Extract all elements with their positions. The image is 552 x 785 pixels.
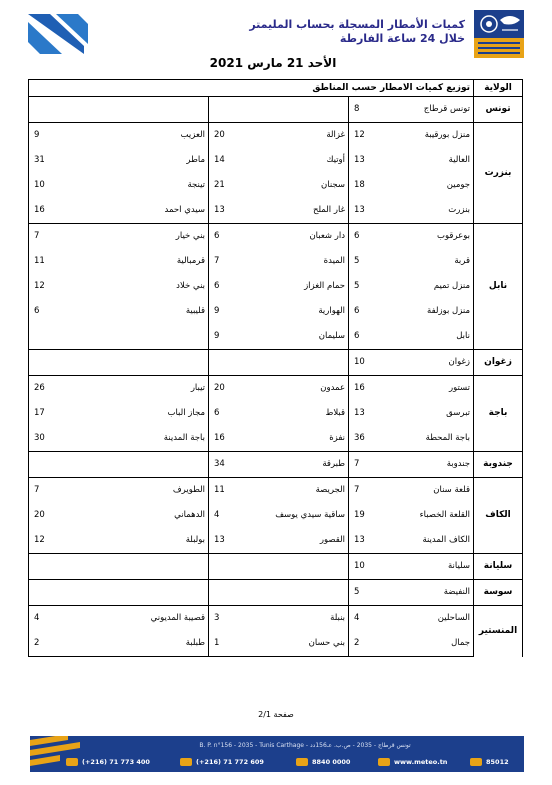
governorate-cell: بنزرت	[474, 123, 523, 224]
institute-logo	[474, 10, 524, 58]
table-row	[29, 173, 523, 198]
rainfall-value: 1	[214, 638, 220, 648]
station-name: مجاز الباب	[167, 408, 206, 418]
table-row	[29, 528, 523, 554]
rainfall-value: 11	[34, 256, 45, 266]
rainfall-value: 6	[214, 231, 220, 241]
table-row	[29, 324, 523, 350]
rainfall-value: 31	[34, 155, 45, 165]
station-name: سليمان	[318, 331, 346, 341]
contact-text: (+216) 71 773 400	[82, 758, 150, 766]
contact-item	[66, 757, 150, 767]
station-cell	[209, 452, 349, 478]
table-row	[29, 426, 523, 452]
rainfall-value: 20	[214, 130, 225, 140]
station-cell	[29, 554, 209, 580]
rainfall-value: 9	[214, 331, 220, 341]
phone-icon	[296, 758, 308, 766]
table-header-row	[29, 80, 523, 97]
rainfall-value: 20	[214, 383, 225, 393]
station-name: ماطر	[186, 155, 206, 165]
governorate-cell: زغوان	[474, 350, 523, 376]
station-name: أوتيك	[326, 155, 346, 165]
rainfall-table	[28, 79, 523, 657]
station-name: طبرقة	[322, 459, 346, 469]
rainfall-value: 6	[34, 306, 40, 316]
rainfall-value: 4	[214, 510, 220, 520]
station-cell	[29, 198, 209, 224]
station-cell	[29, 97, 209, 123]
rainfall-value: 13	[214, 205, 225, 215]
station-cell	[349, 554, 474, 580]
station-name: بني حسان	[308, 638, 346, 648]
station-cell	[209, 123, 349, 149]
station-cell	[209, 503, 349, 528]
station-cell	[349, 198, 474, 224]
web-icon	[378, 758, 390, 766]
rainfall-value: 13	[214, 535, 225, 545]
rainfall-value: 19	[354, 510, 365, 520]
station-name: سليانة	[448, 561, 471, 571]
station-name: نابل	[456, 331, 471, 341]
station-name: نفزة	[329, 433, 346, 443]
rainfall-value: 14	[214, 155, 225, 165]
station-cell	[349, 528, 474, 554]
station-cell	[29, 631, 209, 657]
station-name: الميدة	[323, 256, 346, 266]
station-cell	[349, 249, 474, 274]
rainfall-value: 10	[354, 561, 365, 571]
station-cell	[349, 606, 474, 632]
rainfall-value: 6	[354, 331, 360, 341]
station-cell	[29, 376, 209, 402]
rainfall-table-body	[29, 80, 523, 657]
station-name: سجنان	[321, 180, 346, 190]
station-cell	[209, 324, 349, 350]
table-row	[29, 478, 523, 504]
station-cell	[29, 274, 209, 299]
table-row	[29, 631, 523, 657]
station-name: دار شعبان	[309, 231, 346, 241]
table-row	[29, 123, 523, 149]
governorate-cell: المنستير	[474, 606, 523, 657]
distribution-column-header: توزيع كميات الامطار حسب المناطق	[29, 80, 474, 97]
rainfall-value: 6	[354, 306, 360, 316]
station-name: تستور	[449, 383, 471, 393]
station-name: بولبلة	[185, 535, 206, 545]
rainfall-value: 9	[34, 130, 40, 140]
station-cell	[349, 299, 474, 324]
station-name: منزل بورقيبة	[424, 130, 471, 140]
station-cell	[209, 580, 349, 606]
station-name: باجة المدينة	[163, 433, 206, 443]
rainfall-value: 20	[34, 510, 45, 520]
rainfall-value: 5	[354, 281, 360, 291]
station-cell	[29, 350, 209, 376]
phone-icon	[470, 758, 482, 766]
station-cell	[209, 631, 349, 657]
rainfall-value: 21	[214, 180, 225, 190]
station-cell	[209, 426, 349, 452]
station-name: الساحلين	[437, 613, 471, 623]
station-name: الطويرف	[172, 485, 206, 495]
station-cell	[209, 350, 349, 376]
table-row	[29, 350, 523, 376]
station-cell	[209, 299, 349, 324]
station-cell	[209, 274, 349, 299]
station-name: بني خلاد	[176, 281, 206, 291]
station-cell	[29, 173, 209, 198]
rainfall-value: 5	[354, 256, 360, 266]
station-name: العزيب	[180, 130, 206, 140]
table-row	[29, 503, 523, 528]
table-row	[29, 452, 523, 478]
station-name: طبلبة	[185, 638, 206, 648]
station-cell	[349, 173, 474, 198]
rainfall-value: 17	[34, 408, 45, 418]
fax-icon	[180, 758, 192, 766]
station-cell	[209, 148, 349, 173]
rainfall-value: 13	[354, 535, 365, 545]
station-name: قبلاط	[325, 408, 346, 418]
station-cell	[349, 452, 474, 478]
rainfall-value: 7	[354, 459, 360, 469]
station-name: العالية	[448, 155, 471, 165]
station-name: النفيضة	[443, 587, 471, 597]
station-cell	[209, 478, 349, 504]
contact-item	[470, 757, 509, 767]
contact-text: 85012	[486, 758, 509, 766]
page-number: صفحة 2/1	[258, 710, 294, 719]
station-name: تيبار	[190, 383, 206, 393]
station-cell	[209, 606, 349, 632]
station-cell	[349, 350, 474, 376]
rainfall-value: 6	[354, 231, 360, 241]
station-cell	[349, 426, 474, 452]
station-name: جومين	[446, 180, 471, 190]
report-date: الأحد 21 مارس 2021	[209, 56, 337, 70]
rainfall-value: 13	[354, 205, 365, 215]
rainfall-value: 6	[214, 281, 220, 291]
station-cell	[349, 478, 474, 504]
rainfall-value: 16	[34, 205, 45, 215]
governorate-cell: سليانة	[474, 554, 523, 580]
station-cell	[349, 324, 474, 350]
governorate-cell: تونس	[474, 97, 523, 123]
station-name: بنزرت	[448, 205, 471, 215]
station-name: الدهماني	[174, 510, 206, 520]
station-cell	[209, 224, 349, 250]
table-row	[29, 401, 523, 426]
table-row	[29, 580, 523, 606]
station-name: الجريصة	[315, 485, 346, 495]
table-row	[29, 606, 523, 632]
rainfall-value: 2	[34, 638, 40, 648]
rainfall-value: 13	[354, 155, 365, 165]
rainfall-value: 7	[34, 231, 40, 241]
rainfall-value: 4	[34, 613, 40, 623]
station-cell	[29, 478, 209, 504]
rainfall-value: 10	[34, 180, 45, 190]
station-cell	[29, 324, 209, 350]
rainfall-value: 9	[214, 306, 220, 316]
rainfall-value: 16	[214, 433, 225, 443]
contact-item[interactable]	[378, 757, 447, 767]
station-name: حمام الغزاز	[304, 281, 346, 291]
contact-item	[296, 757, 350, 767]
rainfall-value: 7	[214, 256, 220, 266]
contact-text: 8840 0000	[312, 758, 351, 766]
station-name: تونس قرطاج	[423, 104, 471, 114]
station-name: بنبلة	[330, 613, 346, 623]
station-name: زغوان	[448, 357, 471, 367]
station-name: بوعرقوب	[437, 231, 471, 241]
station-name: منزل تميم	[433, 281, 471, 291]
left-logo	[26, 10, 90, 56]
table-row	[29, 249, 523, 274]
contact-item	[180, 757, 264, 767]
document-subtitle: خلال 24 ساعة الفارطة	[339, 32, 465, 45]
rainfall-value: 13	[354, 408, 365, 418]
station-cell	[29, 123, 209, 149]
station-name: عمدون	[320, 383, 346, 393]
governorate-column-header: الولاية	[474, 80, 523, 97]
station-cell	[349, 401, 474, 426]
station-cell	[209, 173, 349, 198]
station-cell	[209, 554, 349, 580]
station-name: قليبية	[185, 306, 206, 316]
rainfall-value: 7	[34, 485, 40, 495]
station-name: قرمبالية	[176, 256, 206, 266]
station-cell	[29, 249, 209, 274]
station-cell	[29, 452, 209, 478]
station-name: ساقية سيدي يوسف	[275, 510, 346, 520]
table-row	[29, 299, 523, 324]
station-name: جندوبة	[446, 459, 471, 469]
table-row	[29, 274, 523, 299]
station-cell	[349, 224, 474, 250]
station-name: القلعة الخصباء	[419, 510, 471, 520]
station-cell	[349, 580, 474, 606]
station-cell	[209, 528, 349, 554]
station-name: الكاف المدينة	[422, 535, 471, 545]
station-name: القصور	[319, 535, 346, 545]
rainfall-value: 34	[214, 459, 225, 469]
station-name: باجة المحطة	[425, 433, 471, 443]
station-name: بني خيار	[175, 231, 206, 241]
station-cell	[29, 224, 209, 250]
station-cell	[209, 97, 349, 123]
governorate-cell: الكاف	[474, 478, 523, 554]
rainfall-value: 10	[354, 357, 365, 367]
station-name: غزالة	[326, 130, 346, 140]
station-cell	[209, 401, 349, 426]
station-cell	[349, 631, 474, 657]
table-row	[29, 224, 523, 250]
station-cell	[209, 198, 349, 224]
governorate-cell: نابل	[474, 224, 523, 350]
station-cell	[29, 426, 209, 452]
rainfall-value: 11	[214, 485, 225, 495]
station-cell	[29, 606, 209, 632]
rainfall-value: 3	[214, 613, 220, 623]
rainfall-value: 30	[34, 433, 45, 443]
table-row	[29, 376, 523, 402]
station-name: منزل بوزلفة	[427, 306, 471, 316]
station-cell	[349, 97, 474, 123]
document-title: كميات الأمطار المسجلة بحساب المليمتر	[249, 18, 465, 31]
rainfall-value: 12	[34, 535, 45, 545]
station-cell	[209, 376, 349, 402]
station-cell	[29, 503, 209, 528]
footer-address: B. P. n°156 - 2035 - Tunis Carthage - تونس قرطاج - 2035 - ص.ب. عـ156دد	[199, 742, 411, 749]
rainfall-value: 2	[354, 638, 360, 648]
station-cell	[29, 148, 209, 173]
website-link[interactable]: www.meteo.tn	[394, 758, 448, 766]
station-name: قربة	[454, 256, 471, 266]
station-cell	[29, 401, 209, 426]
governorate-cell: جندوبة	[474, 452, 523, 478]
station-name: قلعة سنان	[433, 485, 471, 495]
rainfall-value: 5	[354, 587, 360, 597]
rainfall-value: 26	[34, 383, 45, 393]
station-cell	[29, 580, 209, 606]
station-cell	[349, 376, 474, 402]
rainfall-value: 7	[354, 485, 360, 495]
phone-icon	[66, 758, 78, 766]
station-cell	[209, 249, 349, 274]
station-cell	[29, 299, 209, 324]
governorate-cell: باجة	[474, 376, 523, 452]
station-name: جمال	[451, 638, 471, 648]
rainfall-value: 18	[354, 180, 365, 190]
station-cell	[349, 148, 474, 173]
station-cell	[349, 503, 474, 528]
contact-text: (+216) 71 772 609	[196, 758, 264, 766]
governorate-cell: سوسة	[474, 580, 523, 606]
table-row	[29, 554, 523, 580]
station-name: تبرسق	[446, 408, 471, 418]
station-name: الهوارية	[318, 306, 346, 316]
rainfall-value: 16	[354, 383, 365, 393]
table-row	[29, 97, 523, 123]
station-name: سيدي احمد	[164, 205, 206, 215]
rainfall-value: 6	[214, 408, 220, 418]
rainfall-value: 12	[34, 281, 45, 291]
station-cell	[29, 528, 209, 554]
station-cell	[349, 123, 474, 149]
rainfall-value: 4	[354, 613, 360, 623]
station-name: قصيبة المديوني	[150, 613, 206, 623]
station-name: غار الملح	[313, 205, 346, 215]
table-row	[29, 198, 523, 224]
rainfall-value: 12	[354, 130, 365, 140]
station-name: تينجة	[187, 180, 206, 190]
station-cell	[349, 274, 474, 299]
table-row	[29, 148, 523, 173]
rainfall-value: 8	[354, 104, 360, 114]
rainfall-value: 36	[354, 433, 365, 443]
